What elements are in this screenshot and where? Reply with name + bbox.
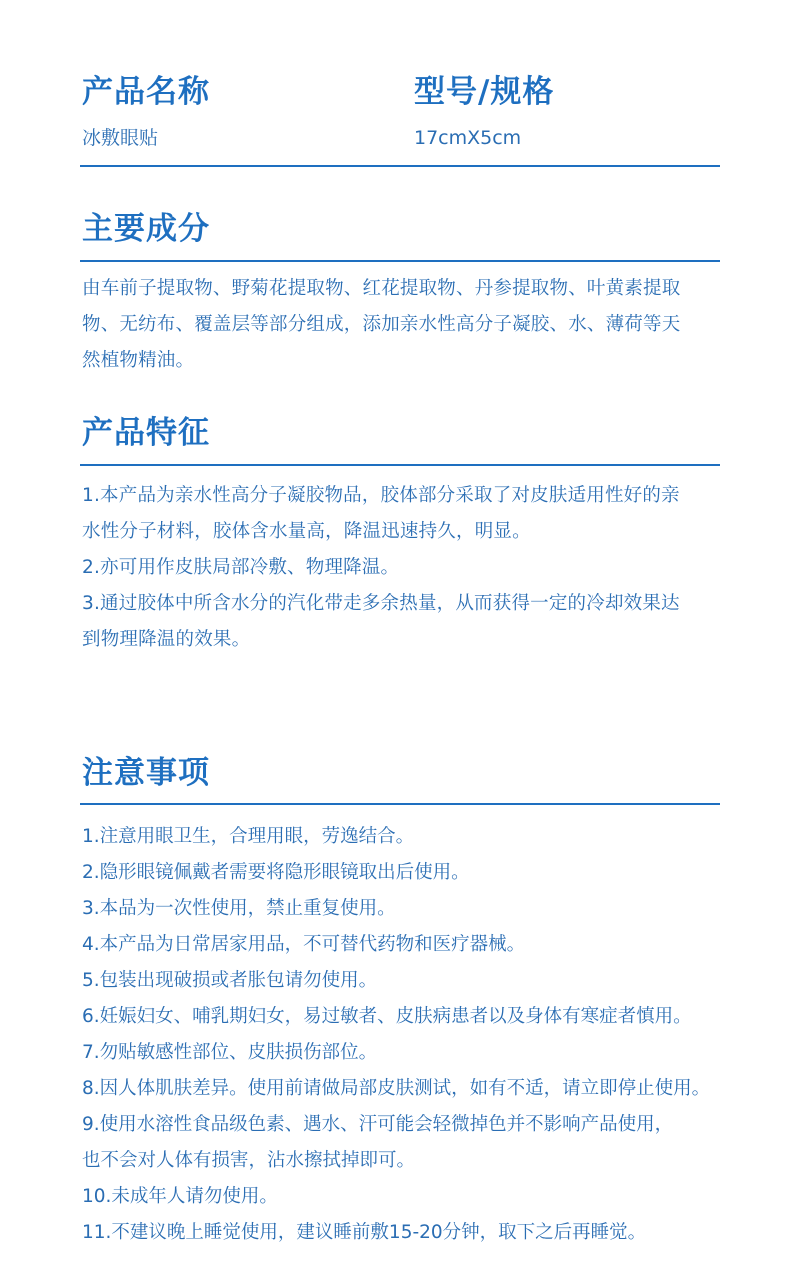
list-item: 9.使用水溶性食品级色素、遇水、汗可能会轻微掉色并不影响产品使用， [82,1114,674,1135]
divider-ingredients [80,260,720,262]
features-line: 2.亦可用作皮肤局部冷敷、物理降温。 [82,557,400,578]
product-spec-heading: 型号/规格 [414,74,555,110]
divider-precautions [80,803,720,805]
list-item: 也不会对人体有损害，沾水擦拭掉即可。 [82,1150,416,1171]
list-item: 3.本品为一次性使用，禁止重复使用。 [82,898,396,919]
features-heading: 产品特征 [82,415,210,451]
divider-features [80,464,720,466]
product-spec-value: 17cmX5cm [414,127,522,149]
ingredients-text [82,271,732,379]
product-name-heading: 产品名称 [82,74,210,110]
features-line: 水性分子材料，胶体含水量高，降温迅速持久，明显。 [82,521,531,542]
precautions-heading: 注意事项 [82,755,210,791]
list-item: 11.不建议晚上睡觉使用，建议睡前敷15-20分钟，取下之后再睡觉。 [82,1222,647,1243]
ingredients-line: 物、无纺布、覆盖层等部分组成，添加亲水性高分子凝胶、水、薄荷等天 [82,314,681,335]
product-name-value: 冰敷眼贴 [82,127,159,149]
list-item: 1.注意用眼卫生，合理用眼，劳逸结合。 [82,826,415,847]
precautions-list [82,819,742,1251]
ingredients-line: 由车前子提取物、野菊花提取物、红花提取物、丹参提取物、叶黄素提取 [82,278,681,299]
features-line: 到物理降温的效果。 [82,629,251,650]
features-text [82,478,732,658]
list-item: 7.勿贴敏感性部位、皮肤损伤部位。 [82,1042,378,1063]
list-item: 5.包装出现破损或者胀包请勿使用。 [82,970,378,991]
list-item: 4.本产品为日常居家用品，不可替代药物和医疗器械。 [82,934,526,955]
list-item: 8.因人体肌肤差异。使用前请做局部皮肤测试，如有不适，请立即停止使用。 [82,1078,711,1099]
list-item: 6.妊娠妇女、哺乳期妇女，易过敏者、皮肤病患者以及身体有寒症者慎用。 [82,1006,692,1027]
features-line: 1.本产品为亲水性高分子凝胶物品，胶体部分采取了对皮肤适用性好的亲 [82,485,680,506]
divider-product [80,165,720,167]
list-item: 2.隐形眼镜佩戴者需要将隐形眼镜取出后使用。 [82,862,470,883]
ingredients-heading: 主要成分 [82,211,210,247]
features-line: 3.通过胶体中所含水分的汽化带走多余热量，从而获得一定的冷却效果达 [82,593,680,614]
list-item: 10.未成年人请勿使用。 [82,1186,278,1207]
ingredients-line: 然植物精油。 [82,350,195,371]
